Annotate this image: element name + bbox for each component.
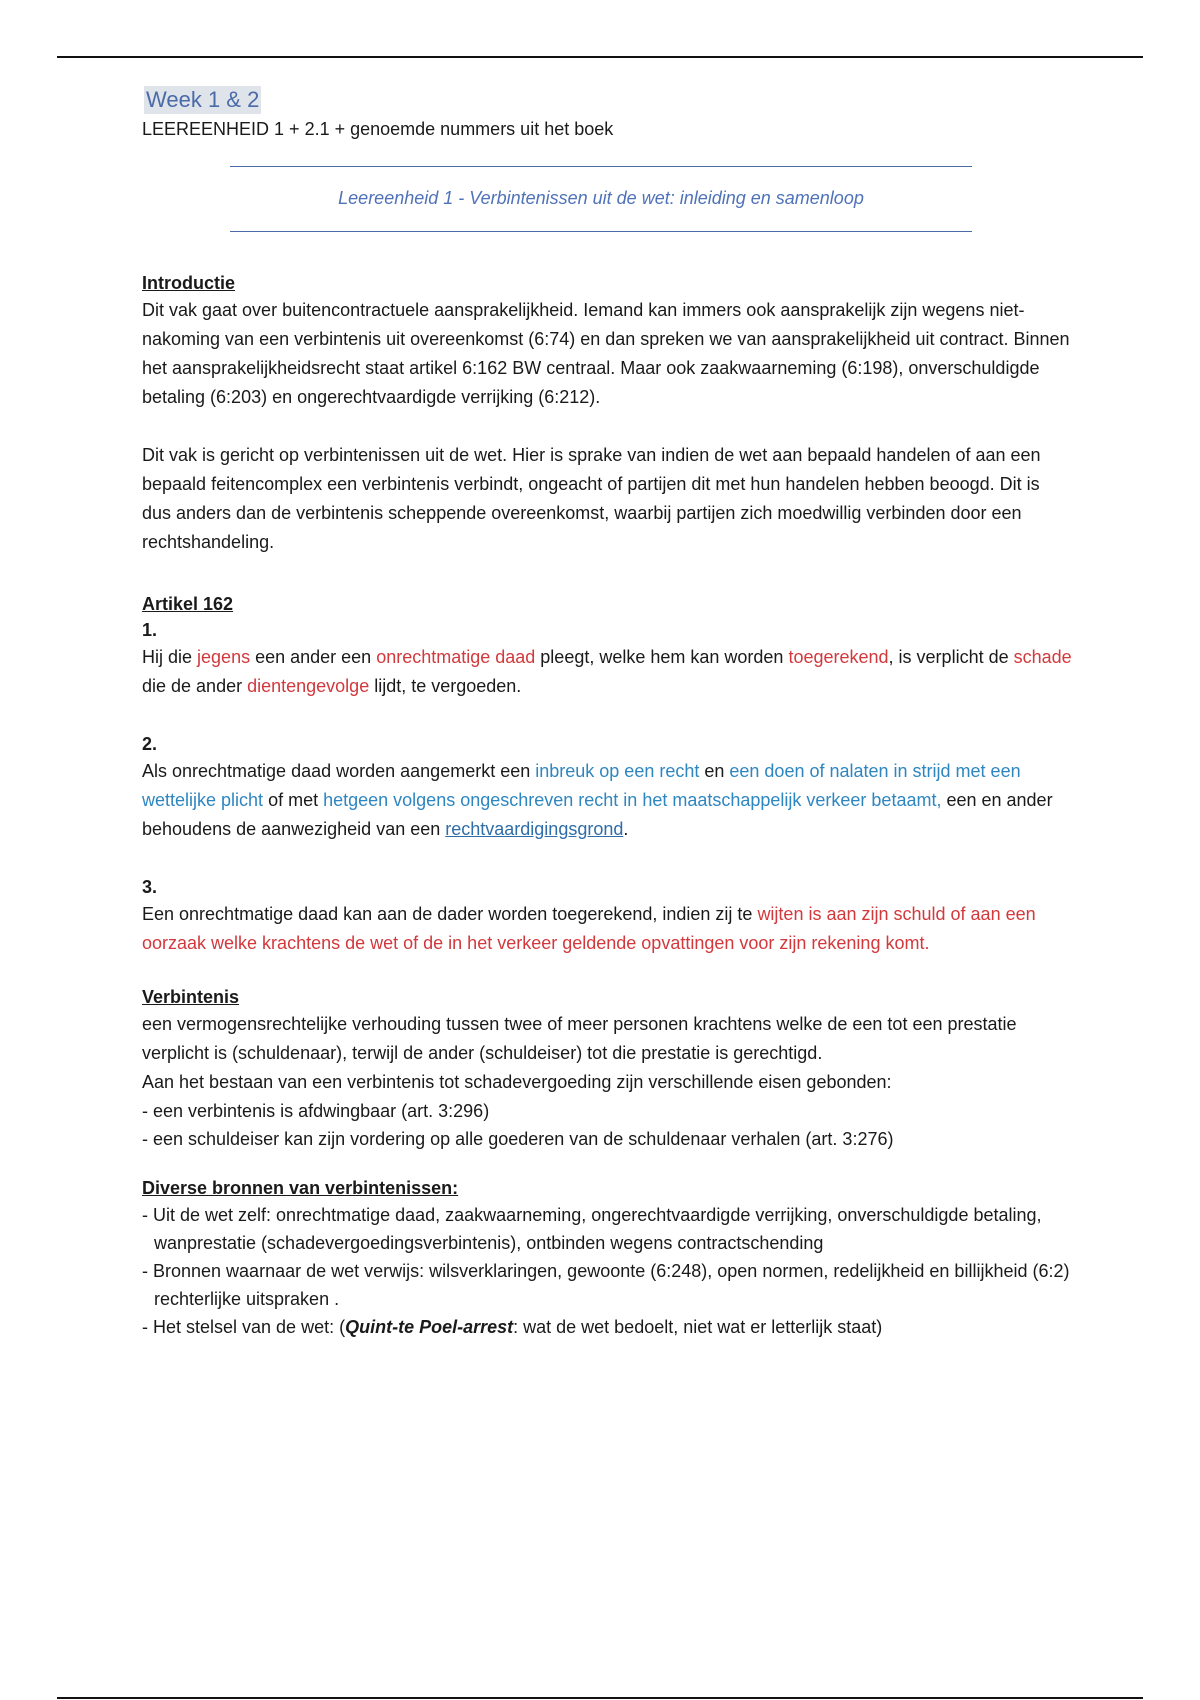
text-run: . bbox=[623, 819, 629, 839]
list-item: - Bronnen waarnaar de wet verwijs: wilsverklaringen, gewoonte (6:248), open normen, redelijkheid en billijkheid (6:2) rechterlijke uitspraken . bbox=[142, 1261, 1070, 1309]
doc-title: Week 1 & 2 bbox=[146, 87, 260, 112]
highlight-red: schade bbox=[1013, 647, 1072, 667]
lid-1-number: 1. bbox=[142, 620, 158, 640]
section-bronnen bbox=[142, 1175, 1072, 1341]
highlight-red: jegens bbox=[197, 647, 251, 667]
doc-subtitle: LEEREENHEID 1 + 2.1 + genoemde nummers uit het boek bbox=[142, 119, 614, 139]
introductie-paragraph-2: Dit vak is gericht op verbintenissen uit de wet. Hier is sprake van indien de wet aan bepaald handelen of aan een bepaald feitencomplex een verbintenis verbindt, ongeacht of partijen dit met hun handelen hebben beoogd. Dit is dus anders dan de verbintenis scheppende overeenkomst, waarbij partijen zich moedwillig verbinden door een rechtshandeling. bbox=[142, 445, 1041, 552]
highlight-red: dientengevolge bbox=[247, 676, 370, 696]
text-run: lijdt, te vergoeden. bbox=[369, 676, 522, 696]
lid-2-text bbox=[142, 757, 1072, 844]
text-run: , is verplicht de bbox=[888, 647, 1014, 667]
lid-3-number: 3. bbox=[142, 877, 158, 897]
highlight-red: onrechtmatige daad bbox=[376, 647, 536, 667]
list-item: - Uit de wet zelf: onrechtmatige daad, zaakwaarneming, ongerechtvaardigde verrijking, onverschuldigde betaling, wanprestatie (schadevergoedingsverbintenis), ontbinden wegens contractschending bbox=[142, 1205, 1042, 1253]
banner-text: Leereenheid 1 - Verbintenissen uit de wet: inleiding en samenloop bbox=[338, 188, 864, 208]
section-introductie bbox=[142, 270, 1072, 557]
verbintenis-definition: een vermogensrechtelijke verhouding tussen twee of meer personen krachtens welke de een tot een prestatie verplicht is (schuldenaar), terwijl de ander (schuldeiser) tot die prestatie is gerechtigd. bbox=[142, 1014, 1017, 1063]
bronnen-heading: Diverse bronnen van verbintenissen: bbox=[142, 1178, 459, 1198]
highlight-red: wijten is aan zijn schuld of aan een oorzaak welke krachtens de wet of de in het verkeer geldende opvattingen voor zijn rekening komt. bbox=[142, 904, 1036, 953]
section-verbintenis bbox=[142, 984, 1072, 1153]
text-run: : wat de wet bedoelt, niet wat er letterlijk staat) bbox=[513, 1317, 883, 1337]
bottom-rule bbox=[57, 1697, 1143, 1699]
text-run: of met bbox=[263, 790, 324, 810]
banner-bottom-line bbox=[230, 231, 972, 232]
list-item bbox=[142, 1313, 1072, 1341]
text-run: pleegt, welke hem kan worden bbox=[535, 647, 789, 667]
artikel-heading: Artikel 162 bbox=[142, 594, 234, 614]
text-run: die de ander bbox=[142, 676, 248, 696]
highlight-blue: een doen of nalaten in strijd met een wettelijke plicht bbox=[142, 761, 1021, 810]
text-run: Als onrechtmatige daad worden aangemerkt een bbox=[142, 761, 536, 781]
verbintenis-eisen: Aan het bestaan van een verbintenis tot schadevergoeding zijn verschillende eisen gebonden: bbox=[142, 1072, 892, 1092]
highlight-blue: hetgeen volgens ongeschreven recht in het maatschappelijk verkeer betaamt, bbox=[323, 790, 942, 810]
highlight-red: toegerekend bbox=[788, 647, 889, 667]
rechtvaardigingsgrond-link[interactable]: rechtvaardigingsgrond bbox=[445, 819, 624, 839]
lid-1-text bbox=[142, 643, 1072, 701]
arrest-name: Quint-te Poel-arrest bbox=[345, 1317, 514, 1337]
list-item: - een schuldeiser kan zijn vordering op alle goederen van de schuldenaar verhalen (art. 3:276) bbox=[142, 1129, 894, 1149]
section-artikel-162 bbox=[142, 591, 1072, 958]
text-run: - Het stelsel van de wet: ( bbox=[142, 1317, 346, 1337]
text-run: een ander een bbox=[250, 647, 377, 667]
highlight-blue: inbreuk op een recht bbox=[535, 761, 700, 781]
introductie-heading: Introductie bbox=[142, 273, 235, 293]
lid-3-text bbox=[142, 900, 1072, 958]
top-rule bbox=[57, 56, 1143, 58]
text-run: en bbox=[699, 761, 730, 781]
introductie-paragraph-1: Dit vak gaat over buitencontractuele aansprakelijkheid. Iemand kan immers ook aansprakelijk zijn wegens niet-nakoming van een verbintenis uit overeenkomst (6:74) en dan spreken we van aansprakelijkheid uit contract. Binnen het aansprakelijkheidsrecht staat artikel 6:162 BW centraal. Maar ook zaakwaarneming (6:198), onverschuldigde betaling (6:203) en ongerechtvaardigde verrijking (6:212). bbox=[142, 300, 1070, 407]
list-item: - een verbintenis is afdwingbaar (art. 3:296) bbox=[142, 1101, 490, 1121]
section-banner bbox=[230, 166, 972, 232]
text-run: Een onrechtmatige daad kan aan de dader worden toegerekend, indien zij te bbox=[142, 904, 758, 924]
text-run: Hij die bbox=[142, 647, 198, 667]
lid-2-number: 2. bbox=[142, 734, 158, 754]
text-run: een en ander behoudens de aanwezigheid van een bbox=[142, 790, 1053, 839]
verbintenis-heading: Verbintenis bbox=[142, 987, 240, 1007]
document-body bbox=[142, 86, 1072, 1341]
